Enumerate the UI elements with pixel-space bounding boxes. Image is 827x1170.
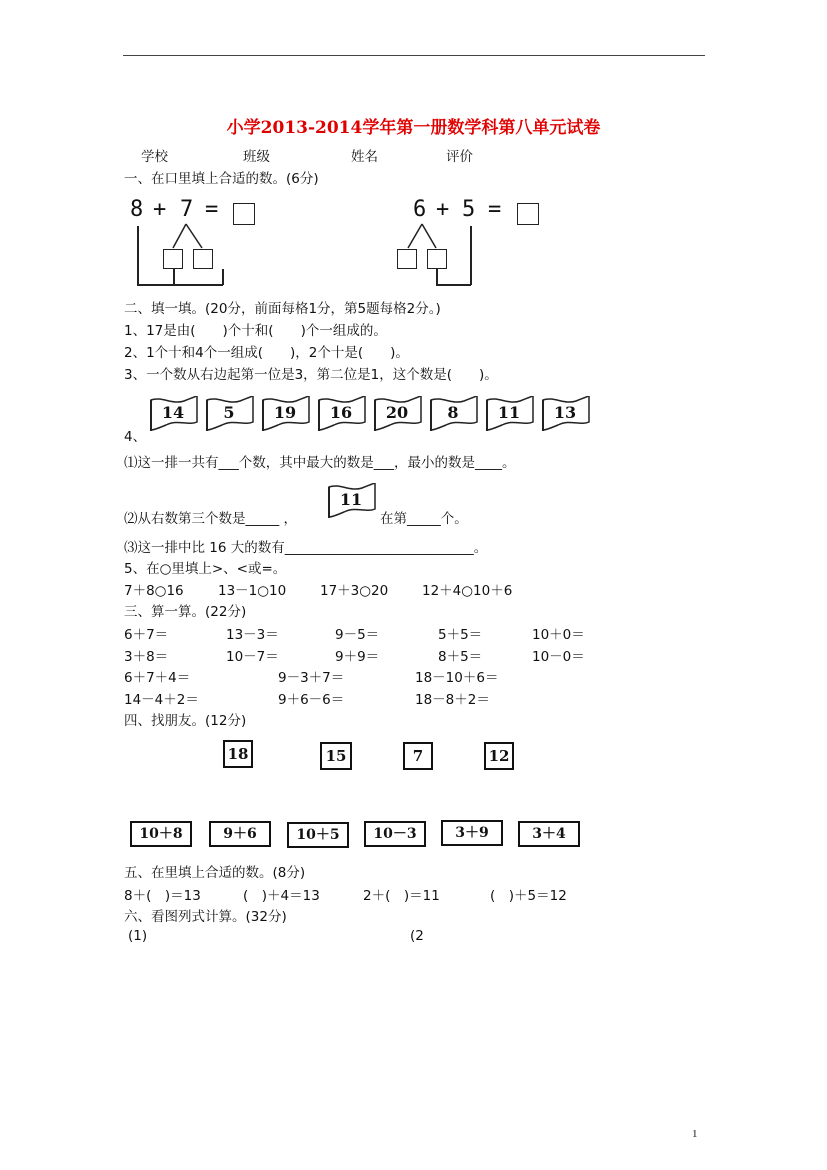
fill-item: ( )＋5＝12 xyxy=(490,888,567,904)
calc-item: 9＋6－6＝ xyxy=(278,692,345,708)
calc-item: 10－7＝ xyxy=(226,649,279,665)
calc-item: 9－5＝ xyxy=(335,627,380,643)
eq2-eq: = xyxy=(488,197,502,222)
eq1-answer-box[interactable] xyxy=(233,203,255,225)
section6-heading: 六、看图列式计算。(32分) xyxy=(124,909,287,925)
flag-number: 13 xyxy=(553,403,577,422)
eq2-a: 6 xyxy=(413,197,427,222)
eq2-split-box[interactable] xyxy=(427,249,447,269)
s2-q4-part2-prefix: ⑵从右数第三个数是_____ ， xyxy=(124,511,298,527)
school-label: 学校 xyxy=(141,149,168,165)
header-rule xyxy=(123,55,705,56)
calc-item: 10＋0＝ xyxy=(532,627,585,643)
grade-label: 评价 xyxy=(446,149,473,165)
calc-item: 9＋9＝ xyxy=(335,649,380,665)
s2-question-4: 4、 xyxy=(124,429,147,445)
eq2-split-lines xyxy=(400,222,450,252)
flag-item xyxy=(204,396,254,430)
page-number: 1 xyxy=(692,1128,698,1140)
name-label: 姓名 xyxy=(351,149,378,165)
number-box[interactable]: 15 xyxy=(320,742,352,770)
calc-item: 5＋5＝ xyxy=(438,627,483,643)
number-box[interactable]: 18 xyxy=(223,740,253,768)
flag-item xyxy=(484,396,534,430)
s6-part-1: (1) xyxy=(128,928,148,944)
s2-question-2: 2、1个十和4个一组成( )，2个十是( )。 xyxy=(124,345,409,361)
eq2-b: 5 xyxy=(462,197,476,222)
flag-number: 14 xyxy=(161,403,185,422)
eq1-split-lines xyxy=(160,222,220,252)
eq2-split-box[interactable] xyxy=(397,249,417,269)
flag-number: 5 xyxy=(223,403,235,422)
calc-item: 3＋8＝ xyxy=(124,649,169,665)
calc-item: 6＋7＝ xyxy=(124,627,169,643)
eq1-b: 7 xyxy=(180,197,194,222)
s2-q4-part2-suffix: 在第_____个。 xyxy=(380,511,468,527)
flag-item xyxy=(316,396,366,430)
s2-q4-part3: ⑶这一排中比 16 大的数有____________________________。 xyxy=(124,540,488,556)
eq2-line xyxy=(470,226,472,285)
expression-box[interactable]: 3＋4 xyxy=(518,821,580,847)
eq2-answer-box[interactable] xyxy=(517,203,539,225)
flag-item xyxy=(148,396,198,430)
expression-box[interactable]: 10＋5 xyxy=(287,822,349,848)
eq1-line xyxy=(222,269,224,285)
expression-box[interactable]: 9＋6 xyxy=(209,821,271,847)
eq1-eq: = xyxy=(205,197,219,222)
compare-item: 13－1○10 xyxy=(218,583,287,599)
eq2-line xyxy=(436,284,471,286)
section5-heading: 五、在里填上合适的数。(8分) xyxy=(124,865,306,881)
section4-heading: 四、找朋友。(12分) xyxy=(124,713,247,729)
calc-item: 18－10＋6＝ xyxy=(415,670,499,686)
calc-item: 9－3＋7＝ xyxy=(278,670,345,686)
expression-box[interactable]: 3＋9 xyxy=(441,820,503,846)
flag-item xyxy=(428,396,478,430)
eq1-a: 8 xyxy=(130,197,144,222)
calc-item: 13－3＝ xyxy=(226,627,279,643)
page-title: 小学2013-2014学年第一册数学科第八单元试卷 xyxy=(226,118,601,138)
section3-heading: 三、算一算。(22分) xyxy=(124,604,247,620)
fill-item: ( )＋4＝13 xyxy=(243,888,320,904)
compare-item: 17＋3○20 xyxy=(320,583,389,599)
number-box[interactable]: 12 xyxy=(484,742,514,770)
class-label: 班级 xyxy=(243,149,270,165)
s6-part-2: (2 xyxy=(410,928,424,944)
calc-item: 18－8＋2＝ xyxy=(415,692,490,708)
s2-question-5: 5、在○里填上>、<或=。 xyxy=(124,561,287,577)
flag-number: 19 xyxy=(273,403,297,422)
section1-heading: 一、在口里填上合适的数。(6分) xyxy=(124,171,319,187)
calc-item: 14－4＋2＝ xyxy=(124,692,199,708)
section2-heading: 二、填一填。(20分，前面每格1分，第5题每格2分。) xyxy=(124,301,441,317)
flag-11-inline xyxy=(326,483,376,517)
number-box[interactable]: 7 xyxy=(403,742,433,770)
flag-number: 20 xyxy=(385,403,409,422)
flag-number: 11 xyxy=(497,403,521,422)
flag-item xyxy=(540,396,590,430)
fill-item: 8＋( )＝13 xyxy=(124,888,201,904)
flag-number: 11 xyxy=(339,490,363,509)
eq1-split-box[interactable] xyxy=(193,249,213,269)
calc-item: 8＋5＝ xyxy=(438,649,483,665)
fill-item: 2＋( )＝11 xyxy=(363,888,440,904)
s2-question-1: 1、17是由( )个十和( )个一组成的。 xyxy=(124,323,387,339)
flag-item xyxy=(372,396,422,430)
eq1-split-box[interactable] xyxy=(163,249,183,269)
eq1-line xyxy=(137,226,139,285)
eq1-line xyxy=(137,284,223,286)
expression-box[interactable]: 10－3 xyxy=(364,821,426,847)
compare-item: 12＋4○10＋6 xyxy=(422,583,513,599)
flag-number: 16 xyxy=(329,403,353,422)
eq2-op: + xyxy=(436,197,450,222)
flag-number: 8 xyxy=(447,403,459,422)
calc-item: 6＋7＋4＝ xyxy=(124,670,191,686)
s2-q4-part1: ⑴这一排一共有___个数，其中最大的数是___，最小的数是____。 xyxy=(124,455,516,471)
eq1-line xyxy=(173,269,175,285)
calc-item: 10－0＝ xyxy=(532,649,585,665)
flag-item xyxy=(260,396,310,430)
eq2-line xyxy=(436,269,438,285)
s2-question-3: 3、一个数从右边起第一位是3，第二位是1，这个数是( )。 xyxy=(124,367,498,383)
compare-item: 7＋8○16 xyxy=(124,583,184,599)
eq1-op: + xyxy=(153,197,167,222)
expression-box[interactable]: 10＋8 xyxy=(130,821,192,847)
